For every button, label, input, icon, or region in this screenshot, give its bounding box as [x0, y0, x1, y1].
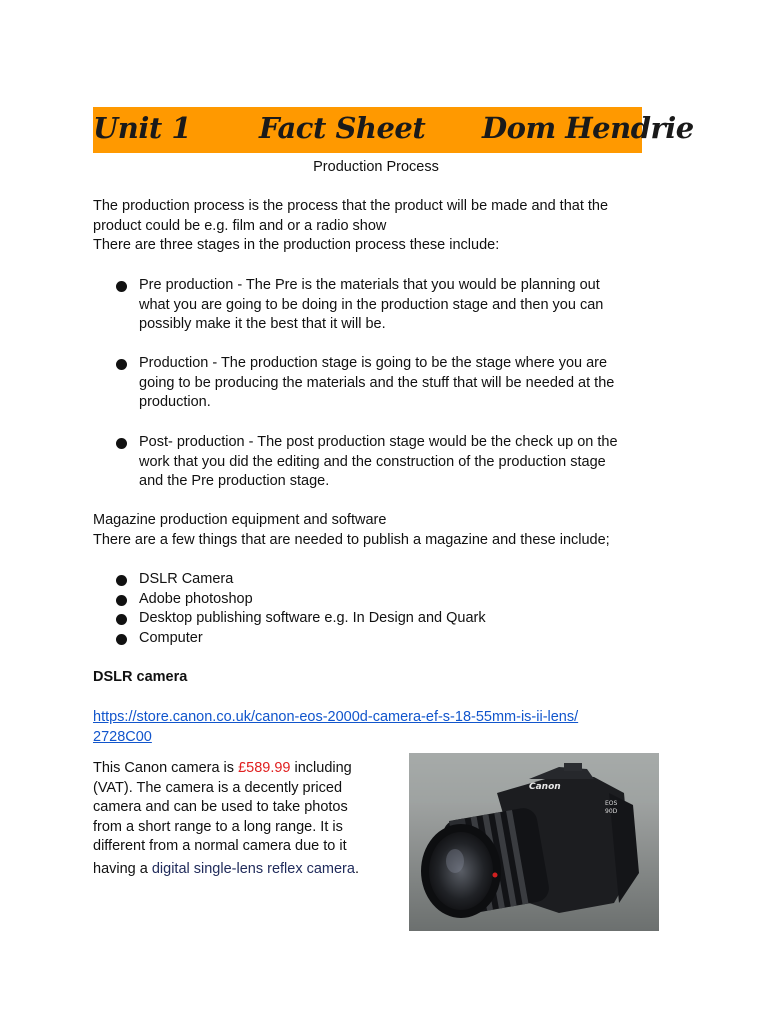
bullet-icon — [116, 595, 127, 606]
product-link[interactable] — [93, 708, 578, 728]
desc-text: including — [290, 760, 352, 776]
stage-production-line-2: going to be producing the materials and the stuff that will be needed at the — [139, 374, 615, 391]
dslr-term-link[interactable]: digital single-lens reflex camera — [151, 861, 355, 877]
bullet-icon — [116, 634, 127, 645]
camera-desc-line-3: camera and can be used to take photos — [93, 799, 348, 815]
list-item: Desktop publishing software e.g. In Design and Quark — [139, 610, 486, 626]
camera-model-text: EOS — [605, 800, 618, 807]
camera-icon — [409, 753, 659, 931]
camera-desc-line-4: from a short range to a long range. It is — [93, 818, 343, 835]
stage-pre-line-2: what you are going to be doing in the production stage and then you can — [139, 296, 604, 313]
stage-pre-line-1: Pre production - The Pre is the materials that you would be planning out — [139, 277, 600, 293]
camera-desc-line-2: (VAT). The camera is a decently priced — [93, 779, 343, 796]
camera-desc-line-1 — [93, 759, 352, 779]
stage-production-line-3: production. — [139, 394, 211, 410]
subtitle: Production Process — [313, 159, 439, 175]
magazine-intro: There are a few things that are needed to publish a magazine and these include; — [93, 531, 610, 548]
intro-line-1: The production process is the process that the product will be made and that the — [93, 198, 609, 214]
banner-author: Dom Hendrie — [482, 111, 694, 145]
stage-post-line-2: work that you did the editing and the construction of the production stage — [139, 453, 606, 470]
bullet-icon — [116, 281, 127, 292]
list-item: Adobe photoshop — [139, 591, 253, 607]
desc-text: having a — [93, 861, 152, 877]
desc-text: . — [354, 861, 359, 877]
camera-photo — [409, 753, 659, 931]
camera-model-number: 90D — [605, 808, 618, 815]
bullet-icon — [116, 575, 127, 586]
bullet-icon — [116, 438, 127, 449]
list-item: DSLR Camera — [139, 571, 234, 587]
stage-post-line-1: Post- production - The post production stage would be the check up on the — [139, 434, 618, 450]
stage-post-line-3: and the Pre production stage. — [139, 473, 330, 489]
banner-unit: Unit 1 — [93, 111, 192, 145]
bullet-icon — [116, 614, 127, 625]
camera-brand-text: Canon — [529, 782, 561, 792]
list-item: Computer — [139, 630, 203, 646]
product-link-line-2: 2728C00 — [93, 728, 152, 745]
intro-line-2: product could be e.g. film and or a radio show — [93, 217, 387, 234]
intro-line-3: There are three stages in the production process these include: — [93, 237, 500, 253]
product-link-line-1: https://store.canon.co.uk/canon-eos-2000d-camera-ef-s-18-55mm-is-ii-lens/ — [93, 709, 579, 725]
stage-pre-line-3: possibly make it the best that it will be. — [139, 316, 386, 332]
camera-desc-line-6 — [93, 860, 359, 880]
stage-production-line-1: Production - The production stage is going to be the stage where you are — [139, 355, 608, 371]
title-banner — [93, 107, 694, 153]
dslr-heading: DSLR camera — [93, 669, 188, 685]
bullet-icon — [116, 359, 127, 370]
camera-desc-line-5: different from a normal camera due to it — [93, 838, 347, 854]
magazine-heading: Magazine production equipment and software — [93, 512, 387, 528]
banner-fact-sheet: Fact Sheet — [259, 111, 426, 145]
price-text: £589.99 — [238, 760, 291, 776]
product-link-continued[interactable] — [93, 728, 152, 748]
desc-text: This Canon camera is — [93, 760, 239, 776]
